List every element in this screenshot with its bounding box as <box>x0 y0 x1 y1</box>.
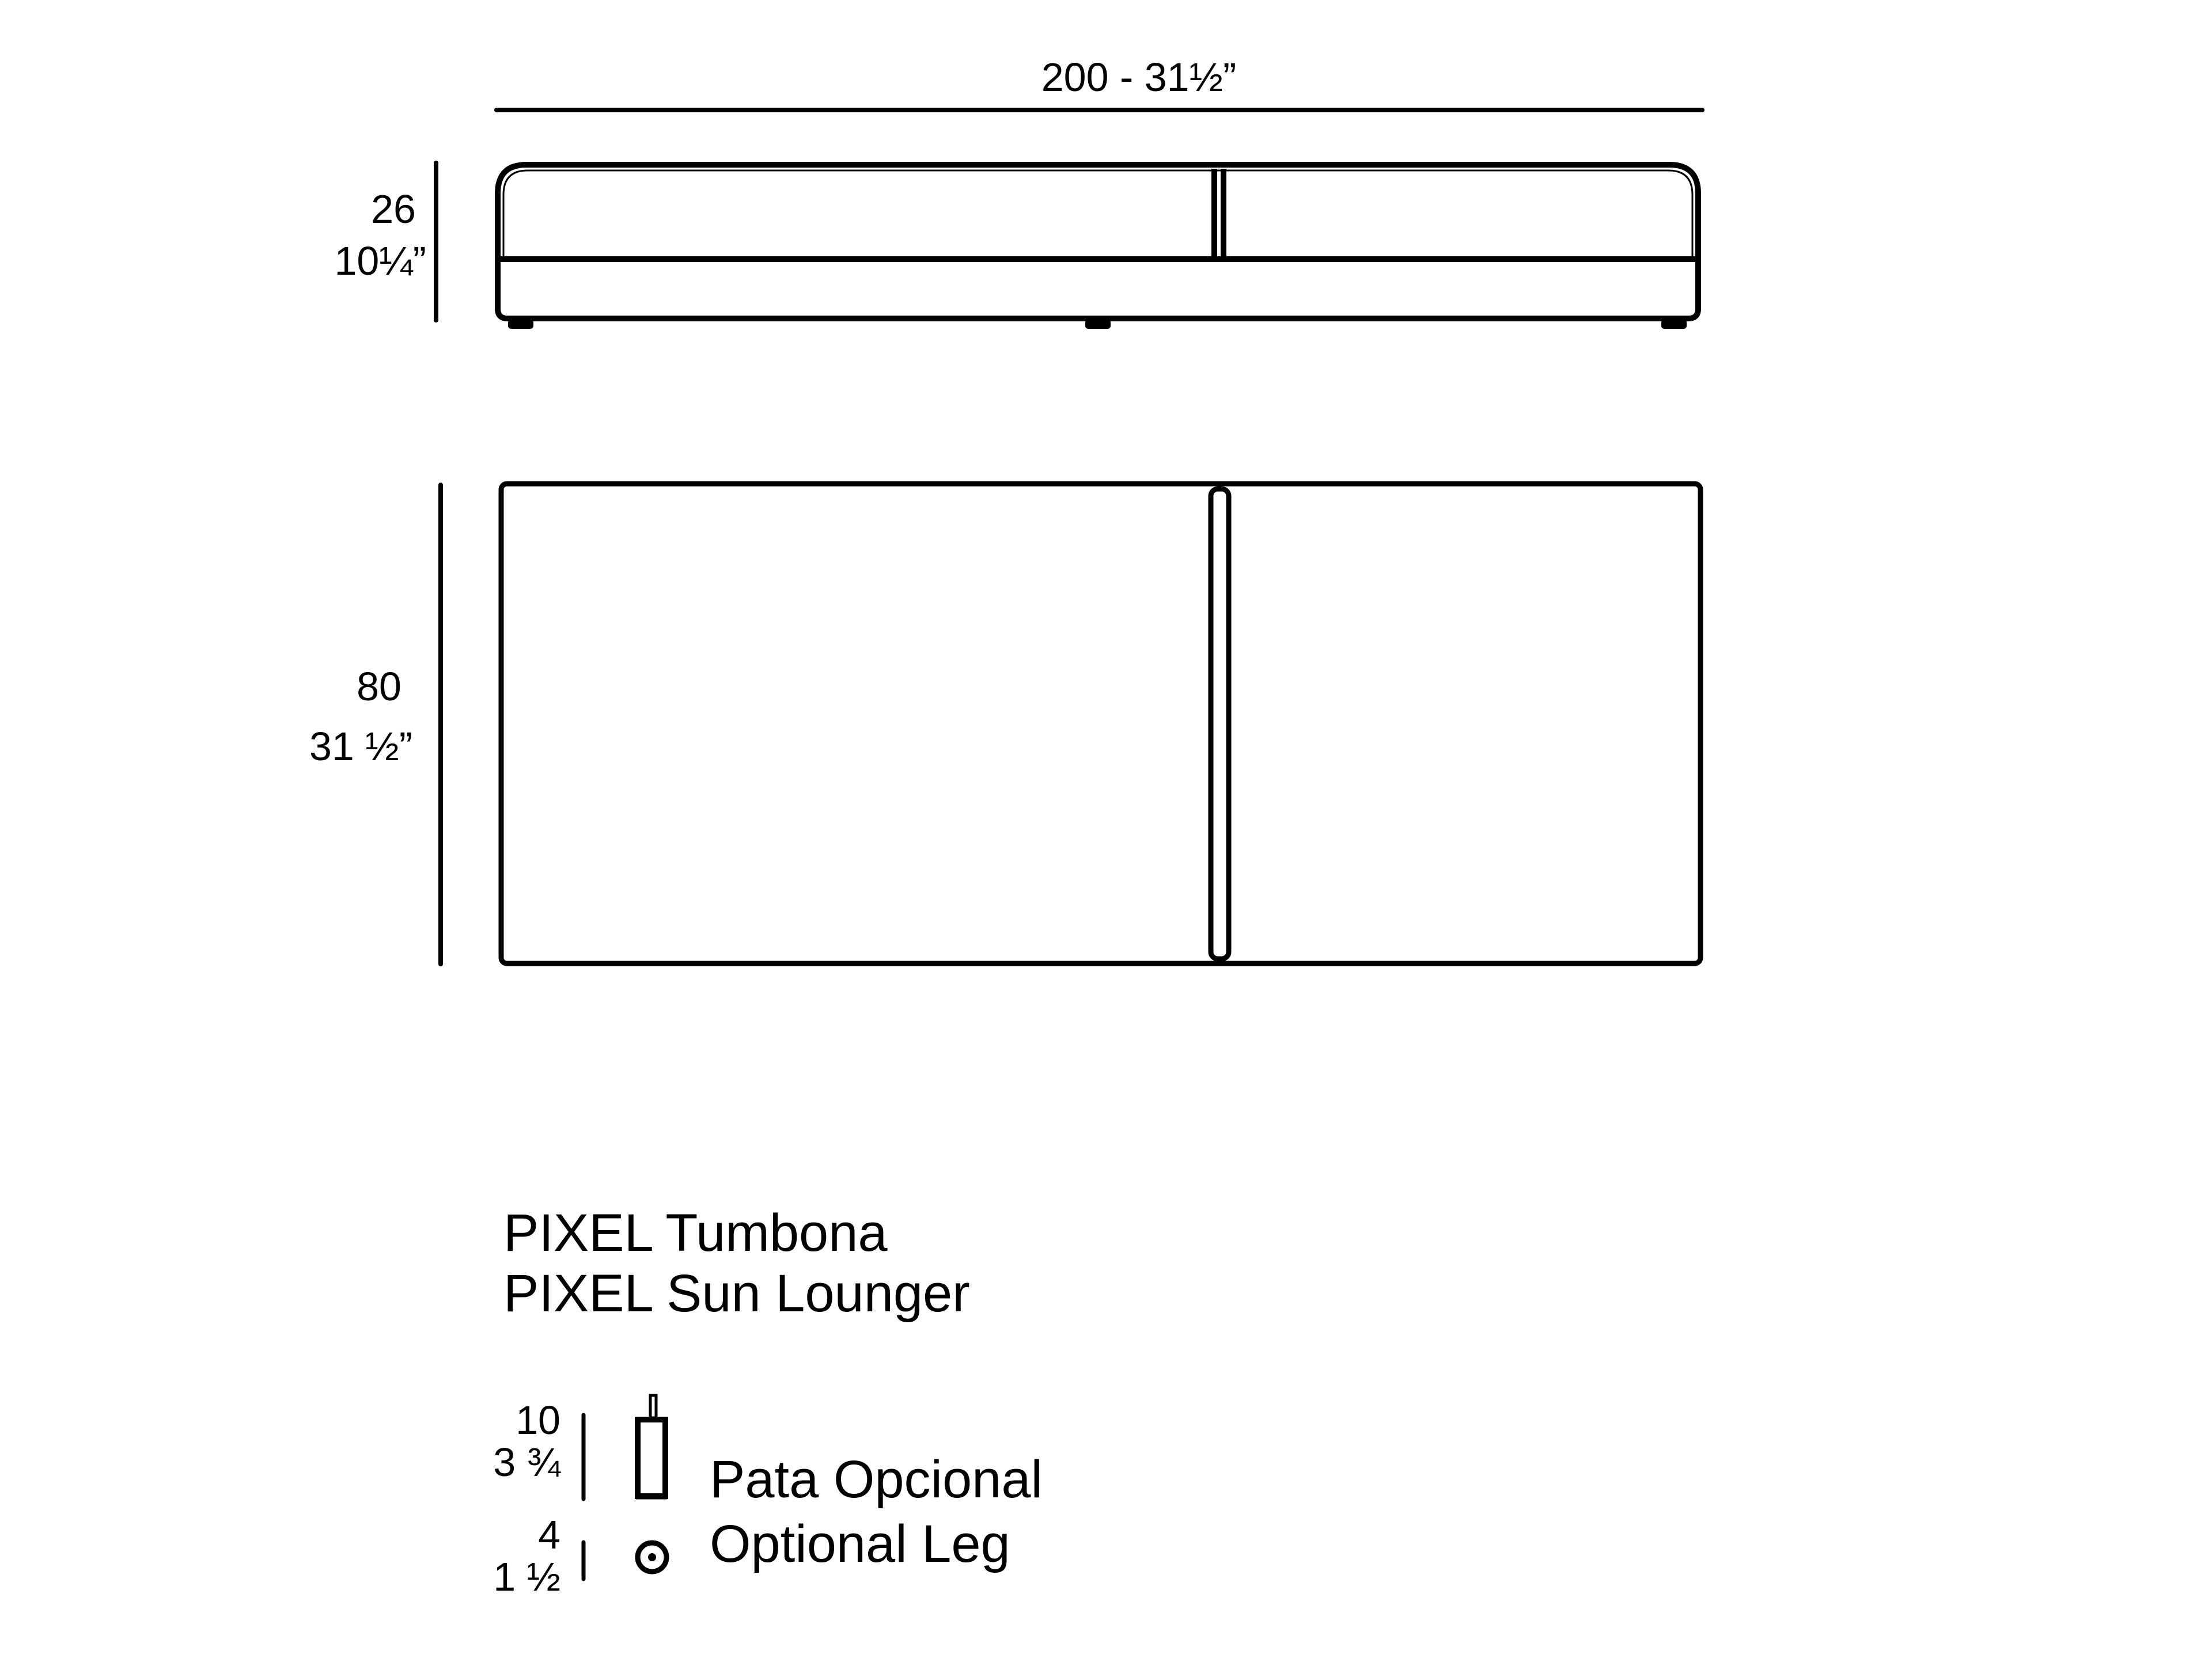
leg-height-in-label: 3 ¾ <box>493 1440 560 1485</box>
legend-caption-en: Optional Leg <box>710 1515 1010 1573</box>
optional-leg-legend <box>493 1395 1043 1599</box>
side-view <box>334 163 1699 329</box>
legend-caption-es: Pata Opcional <box>710 1450 1043 1509</box>
side-view-base-outline <box>498 259 1698 318</box>
plan-depth-in-label: 31 ½” <box>309 724 412 769</box>
foot-left <box>508 320 533 329</box>
leg-stem <box>650 1395 656 1418</box>
leg-top-icon <box>638 1543 666 1572</box>
leg-diameter-cm-label: 4 <box>538 1512 560 1557</box>
side-height-cm-label: 26 <box>371 187 416 232</box>
leg-diameter-in-label: 1 ½ <box>493 1554 560 1599</box>
product-title-en: PIXEL Sun Lounger <box>503 1264 970 1323</box>
side-view-cushion-outline <box>498 165 1698 262</box>
leg-side-icon <box>636 1395 667 1497</box>
product-title-es: PIXEL Tumbona <box>503 1204 888 1262</box>
foot-middle <box>1085 320 1111 329</box>
width-dimension <box>497 55 1702 110</box>
plan-depth-cm-label: 80 <box>357 664 402 709</box>
leg-height-cm-label: 10 <box>516 1398 560 1443</box>
side-height-in-label: 10¼” <box>334 238 426 283</box>
plan-view <box>309 484 1700 964</box>
foot-right <box>1661 320 1687 329</box>
title-block <box>503 1204 970 1323</box>
plan-view-outline <box>501 484 1700 963</box>
leg-top-dot <box>648 1553 656 1561</box>
width-dimension-label: 200 - 31½” <box>1041 55 1237 100</box>
plan-view-divider-bar <box>1211 489 1229 959</box>
leg-body <box>638 1420 665 1496</box>
side-view-cushion-inner-line <box>503 170 1692 260</box>
